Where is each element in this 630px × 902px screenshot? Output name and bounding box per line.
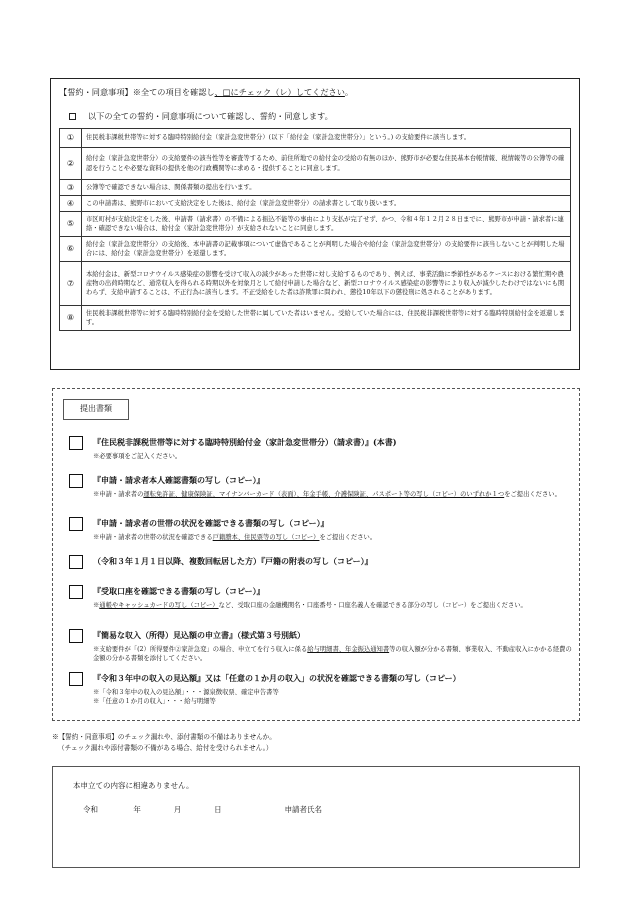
document-note-part: ※申請・請求者の	[93, 491, 144, 498]
pledge-row-text: 市区町村が支給決定をした後、申請書（請求書）の不備による振込不能等の事由により支払が完了せず、かつ、令和４年１２月２８日までに、熊野市が申請・請求者に連絡・確認できない場合は、給付金（家計急変世帯分）が支給されないことに同意します。	[82, 212, 571, 237]
document-note-part: など、受取口座の金融機関名・口座番号・口座名義人を確認できる部分の写し（コピー）をご提出ください。	[218, 602, 527, 609]
year-label: 年	[133, 805, 141, 814]
day-label: 日	[214, 805, 222, 814]
document-note-part: ※	[93, 602, 100, 609]
document-note-part: 給与明細書、年金振込通知書	[307, 646, 390, 653]
pledge-row-text: 住民税非課税世帯等に対する臨時特別給付金を受給した世帯に属していた者はいません。受給していた場合には、住民税非課税世帯等に対する臨時特別給付金を返還します。	[82, 306, 571, 331]
date-signature-row	[83, 805, 322, 815]
pledge-row-number: ③	[60, 180, 82, 196]
pledge-row-number: ⑦	[60, 262, 82, 306]
document-note-part: ※支給要件が「(2）所得要件②家計急変」の場合、申立てを行う収入に係る	[93, 646, 308, 653]
document-note	[93, 601, 573, 610]
document-checkbox[interactable]	[69, 474, 83, 488]
month-label: 月	[173, 805, 182, 814]
document-title: 『簡易な収入（所得）見込額の申立書』（様式第３号別紙）	[93, 630, 305, 640]
document-checkbox[interactable]	[69, 672, 83, 686]
document-note-part: 通帳やキャッシュカードの写し（コピー）	[99, 602, 219, 609]
pledge-row-text: この申請書は、熊野市において支給決定をした後は、給付金（家計急変世帯分）の請求書として取り扱います。	[82, 196, 571, 212]
document-title: （令和３年１月１日以降、複数回転居した方）『戸籍の附表の写し（コピー）』	[93, 556, 373, 566]
document-note-part: ※「令和３年中の収入の見込額」・・・源泉徴収票、確定申告書等	[93, 689, 279, 696]
pledge-header	[59, 87, 353, 98]
footnote-line1: ※【誓約・同意事項】のチェック漏れや、添付書類の不備はありませんか。	[52, 733, 276, 741]
pledge-row	[60, 148, 571, 180]
pledge-table	[59, 128, 571, 331]
pledge-all-row	[69, 111, 333, 122]
document-checkbox[interactable]	[69, 585, 83, 599]
document-note	[93, 452, 573, 461]
pledge-row-number: ②	[60, 148, 82, 180]
document-title: 『申請・請求者本人確認書類の写し（コピー）』	[93, 475, 265, 485]
pledge-header-prefix: 【誓約・同意事項】※全ての項目を確認し	[59, 87, 215, 97]
document-note-part: をご提出ください。	[319, 534, 377, 541]
document-note	[93, 645, 573, 663]
document-checkbox[interactable]	[69, 517, 83, 531]
pledge-row-text: 公簿等で確認できない場合は、関係書類の提出を行います。	[82, 180, 571, 196]
pledge-row-number: ⑥	[60, 237, 82, 262]
pledge-row-number: ①	[60, 129, 82, 148]
pledge-row	[60, 129, 571, 148]
document-note-part: 運転免許証、健康保険証、マイナンバーカード（表面）、年金手帳、介護保険証、パスポート等の写し（コピー）のいずれか１つ	[143, 491, 505, 498]
document-note-part: をご提出ください。	[504, 491, 561, 498]
document-note	[93, 490, 573, 499]
pledge-row-text: 給付金（家計急変世帯分）の支給要件の該当性等を審査等するため、前住所地での給付金の受給の有無のほか、熊野市が必要な住民基本台帳情報、税情報等の公簿等の確認を行うことや必要な資料の提供を他の行政機関等に求める・提供することに同意します。	[82, 148, 571, 180]
pledge-row	[60, 237, 571, 262]
pledge-row-number: ⑤	[60, 212, 82, 237]
pledge-row	[60, 306, 571, 331]
document-note-part: 戸籍謄本、住民票等の写し（コピー）	[212, 534, 320, 541]
documents-tag: 提出書類	[63, 399, 129, 420]
pledge-row	[60, 262, 571, 306]
applicant-name-label: 申請者氏名	[284, 805, 323, 814]
era-label: 令和	[83, 805, 98, 814]
confirm-statement: 本申立ての内容に相違ありません。	[73, 781, 194, 790]
pledge-row-text: 給付金（家計急変世帯分）の支給後、本申請書の記載事項について虚偽であることが判明した場合や給付金（家計急変世帯分）の支給要件に該当しないことが判明した場合には、給付金（家計急変世帯分）を返還します。	[82, 237, 571, 262]
document-checkbox[interactable]	[69, 436, 83, 450]
footnote-line2: （チェック漏れや添付書類の不備がある場合、給付を受けられません。）	[58, 744, 273, 752]
document-checkbox[interactable]	[69, 629, 83, 643]
document-title: 『令和３年中の収入の見込額』又は「任意の１か月の収入」の状況を確認できる書類の写し（コピー）	[93, 673, 461, 683]
document-title: 『申請・請求者の世帯の状況を確認できる書類の写し（コピー）』	[93, 518, 329, 528]
document-note-part: 等の収入額が分かる書類、事業収入、不動産収入にかかる経費の金額の分かる書類を添付してください。	[93, 646, 572, 663]
document-note-part: ※必要事項をご記入ください。	[93, 453, 182, 460]
pledge-row-number: ⑧	[60, 306, 82, 331]
document-note	[93, 533, 573, 542]
pledge-row-text: 住民税非課税世帯等に対する臨時特別給付金（家計急変世帯分）(以下「給付金（家計急変世帯分）」という。) の支給要件に該当します。	[82, 129, 571, 148]
signature-section	[52, 766, 580, 868]
document-checkbox[interactable]	[69, 555, 83, 569]
document-title: 『住民税非課税世帯等に対する臨時特別給付金（家計急変世帯分）（請求書）』(本書)	[93, 437, 397, 447]
pledge-all-checkbox[interactable]	[69, 113, 76, 120]
documents-section	[52, 388, 580, 721]
document-note-part: ※申請・請求者の世帯の状況を確認できる	[93, 534, 213, 541]
document-title: 『受取口座を確認できる書類の写し（コピー）』	[93, 586, 265, 596]
pledge-row	[60, 196, 571, 212]
pledge-header-suffix: 。	[344, 87, 354, 97]
pledge-row	[60, 212, 571, 237]
pledge-row-text: 本給付金は、新型コロナウイルス感染症の影響を受けて収入の減少があった世帯に対し支給するものであり、例えば、事業活動に季節性があるケースにおける繁忙期や農産物の出荷時期など、通常収入を得られる時期以外を対象月として給付申請した場合など、新型コロナウイルス感染症の影響等により収入が減少したわけではないにも関わらず、支給申請することは、不正行為に該当します。不正受給をした者は詐欺罪に問われ、懲役10年以下の懲役刑に処されることがあります。	[82, 262, 571, 306]
pledge-section	[50, 78, 580, 370]
pledge-all-label: 以下の全ての誓約・同意事項について確認し、誓約・同意します。	[88, 111, 333, 121]
pledge-row-number: ④	[60, 196, 82, 212]
pledge-row	[60, 180, 571, 196]
document-note	[93, 688, 573, 706]
pledge-header-underlined: 、□にチェック（レ）してください	[214, 87, 345, 97]
document-note-part: ※「任意の１か月の収入」・・・給与明細等	[93, 698, 216, 706]
